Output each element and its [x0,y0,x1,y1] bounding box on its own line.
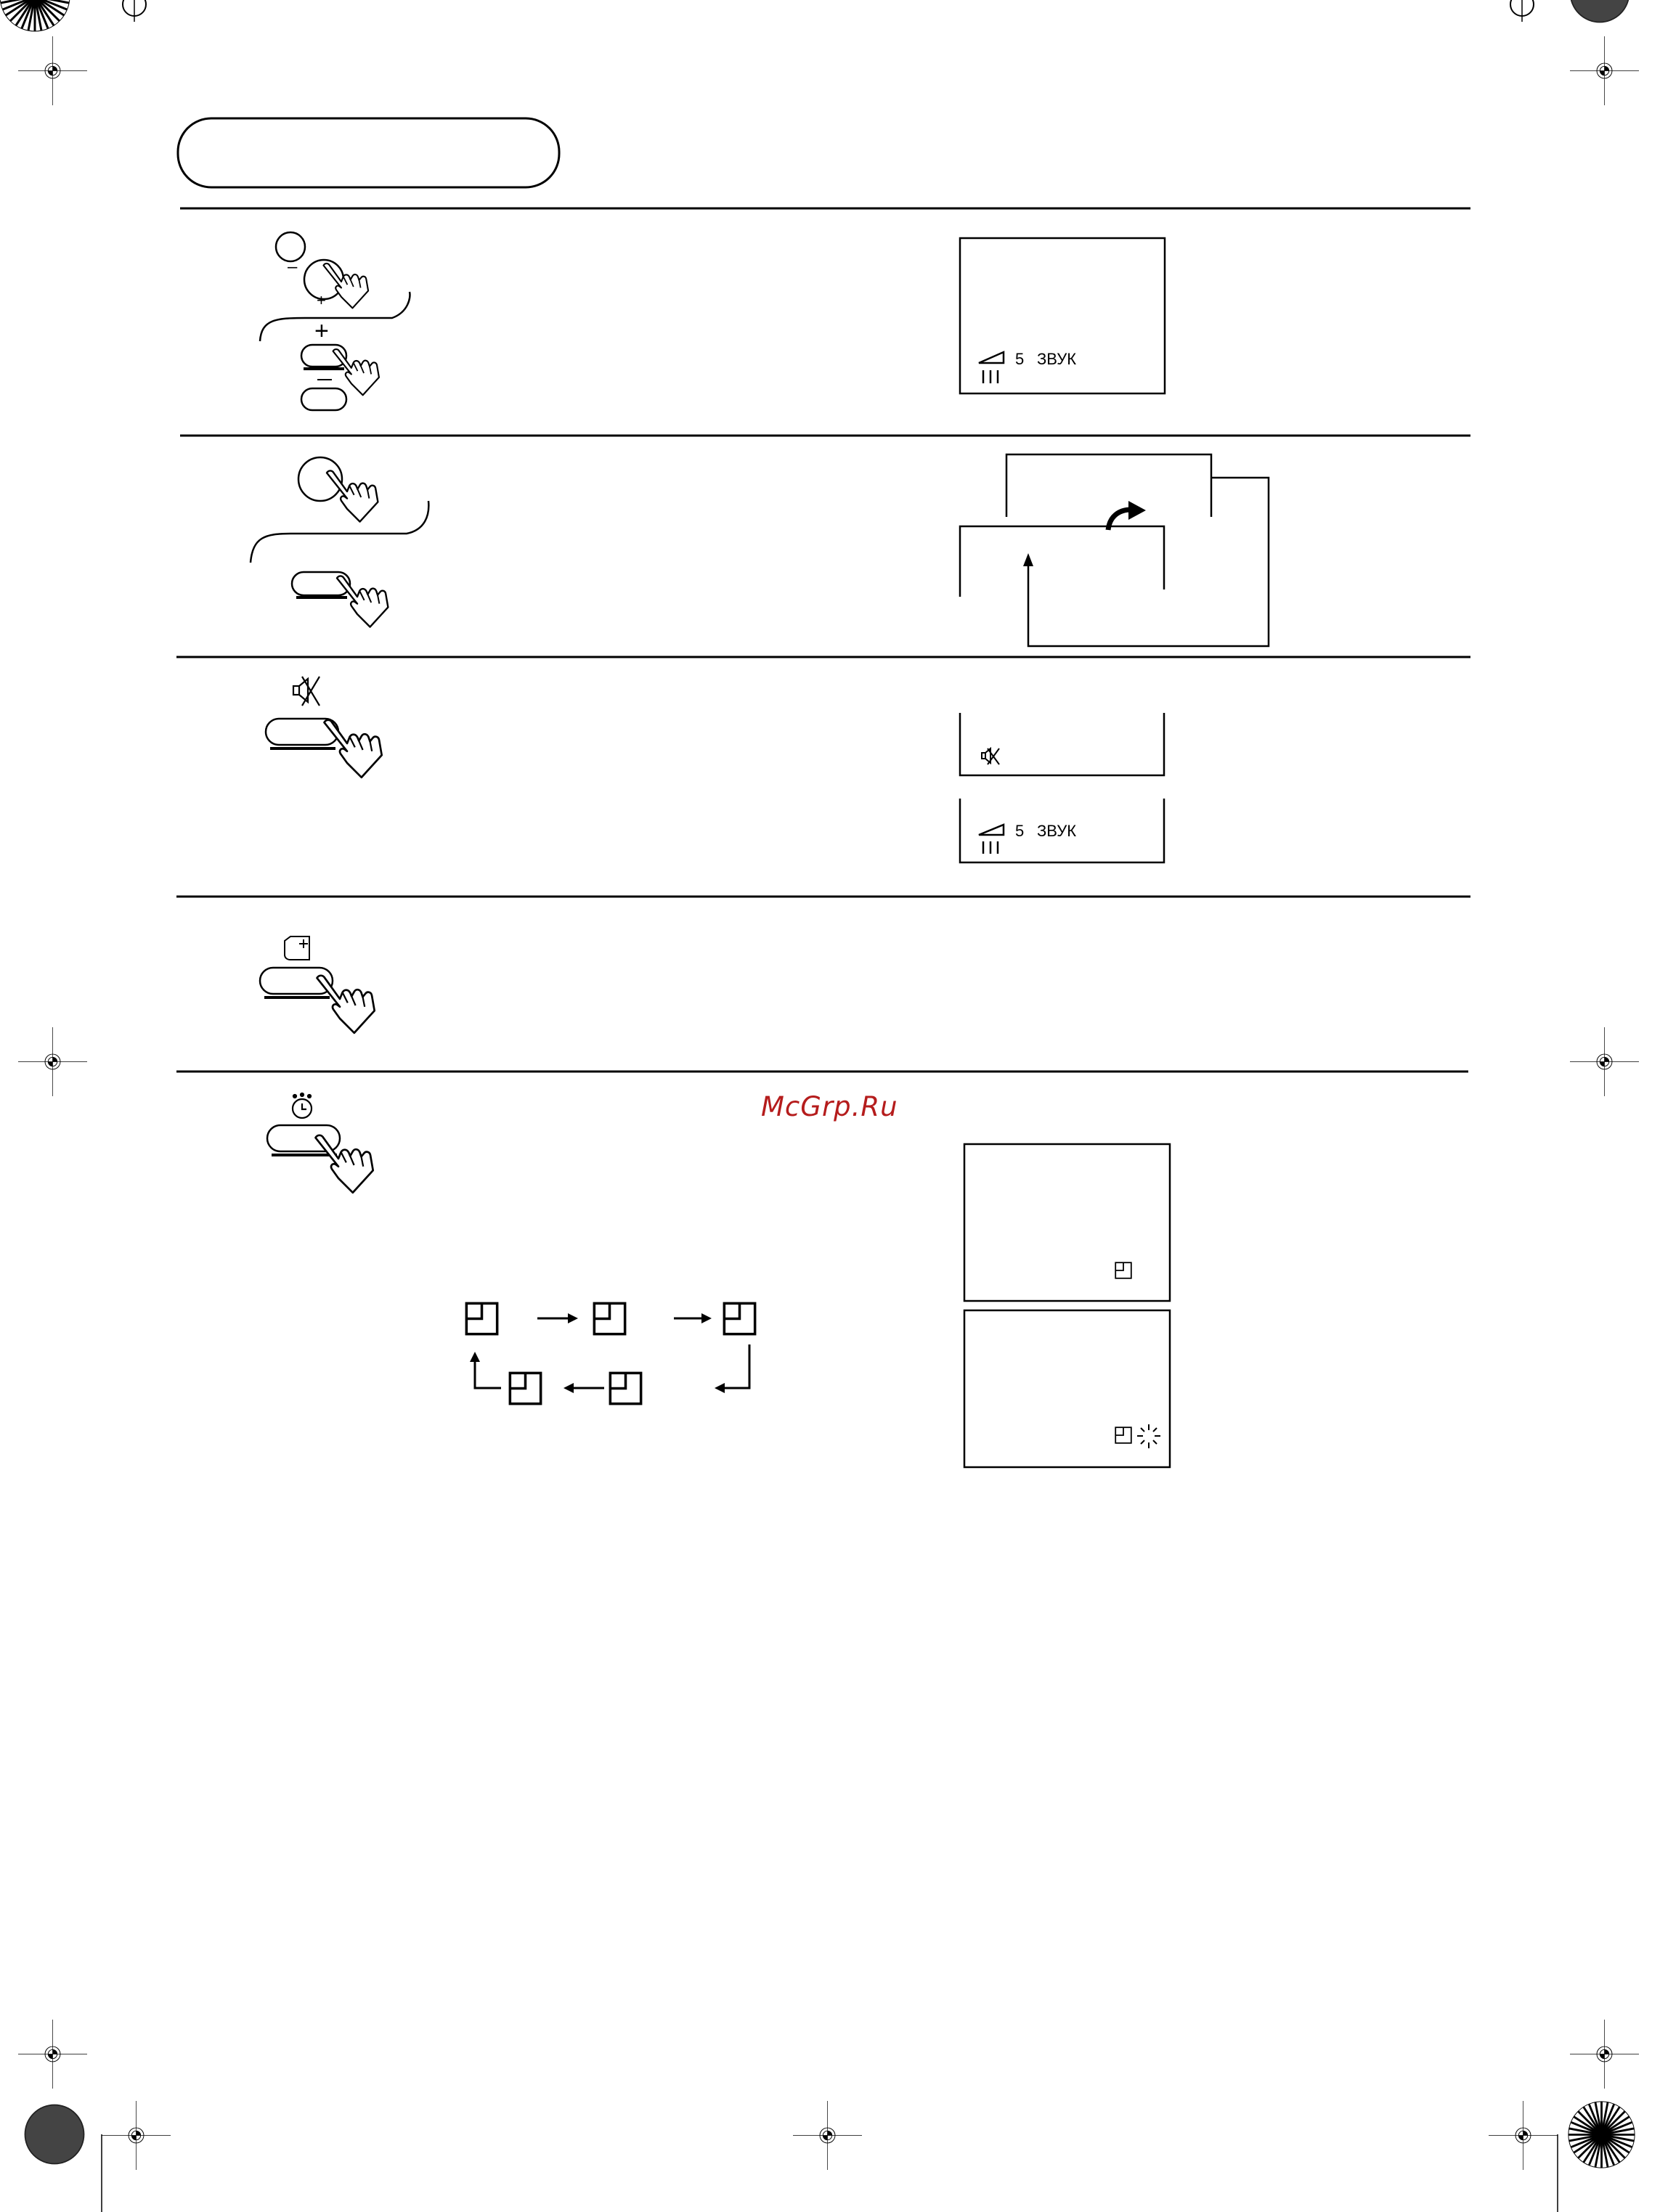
volume-level-value: 5 [1015,350,1025,368]
remote-volume-down-button[interactable] [301,388,346,410]
screen-back-frame [1006,454,1211,517]
timer-step-icon [594,1303,624,1334]
watermark-text: McGrp.Ru [761,1091,898,1122]
mute-icon [293,677,320,706]
minus-symbol: – [288,257,298,277]
blink-icon [1137,1424,1160,1448]
volume-level-value: 5 [1015,822,1025,840]
tv-panel-curve [260,292,410,341]
hand-icon [324,264,369,308]
section-dividers [176,208,1470,1072]
mute-osd-icon [982,748,999,764]
timer-osd-screen [964,1144,1170,1301]
timer-osd-icon [1115,1427,1131,1443]
timer-step-icon [724,1303,754,1334]
volume-osd-screen [960,799,1164,862]
tv-volume-buttons-illustration [260,232,410,341]
sound-label: ЗВУК [1037,822,1077,840]
registration-mark [1570,1027,1639,1096]
plus-symbol: + [317,291,326,309]
volume-section [260,232,1165,410]
timer-step-icon [466,1303,497,1334]
timer-step-icon [610,1373,640,1403]
cycle-arrows [475,1318,749,1388]
volume-ramp-icon [979,825,1004,835]
timer-step-icon [510,1373,540,1403]
registration-mark [1570,2020,1639,2089]
tv-panel-curve [251,501,428,563]
program-switch-section [251,454,1269,646]
timer-osd-icon [1115,1262,1131,1278]
remote-volume-buttons-illustration [301,317,379,410]
sleep-timer-section [267,1091,1170,1467]
section-title-box [178,118,559,187]
registration-mark [1489,2101,1558,2170]
tv-program-button-illustration [251,457,428,563]
hand-icon [316,1135,373,1193]
registration-mark [1570,36,1639,105]
picture-mode-icon [285,936,309,960]
crop-dot-bottom-left [25,2105,84,2164]
mute-osd-screen [960,713,1164,775]
volume-bar-icon [983,841,998,854]
arrow-up [1023,553,1033,566]
timer-osd-screen-blinking [964,1310,1170,1467]
mute-section [266,677,1164,862]
registration-mark [102,2101,171,2170]
crop-dot-top-right [1571,0,1630,23]
registration-mark [18,36,87,105]
cycle-arrowheads [470,1313,725,1393]
plus-symbol-large: + [314,317,329,345]
volume-osd-screen [960,238,1165,393]
hand-icon [337,576,388,627]
registration-mark [18,2020,87,2089]
sleep-timer-icon [293,1093,312,1118]
volume-ramp-icon [979,352,1004,363]
picture-section [260,936,375,1033]
hand-icon [317,976,375,1033]
screen-front-frame [960,526,1164,597]
screen-back-side [1028,478,1269,646]
registration-mark [793,2101,862,2170]
hand-icon [333,349,379,395]
volume-bar-icon [983,370,998,383]
remote-program-button-illustration [292,572,388,627]
channel-change-diagram [960,454,1269,646]
timer-cycle-diagram [466,1303,754,1403]
registration-mark [18,1027,87,1096]
crop-star-top-left [0,0,70,31]
sound-label: ЗВУК [1037,350,1077,368]
crop-star-bottom-right [1569,2102,1635,2168]
